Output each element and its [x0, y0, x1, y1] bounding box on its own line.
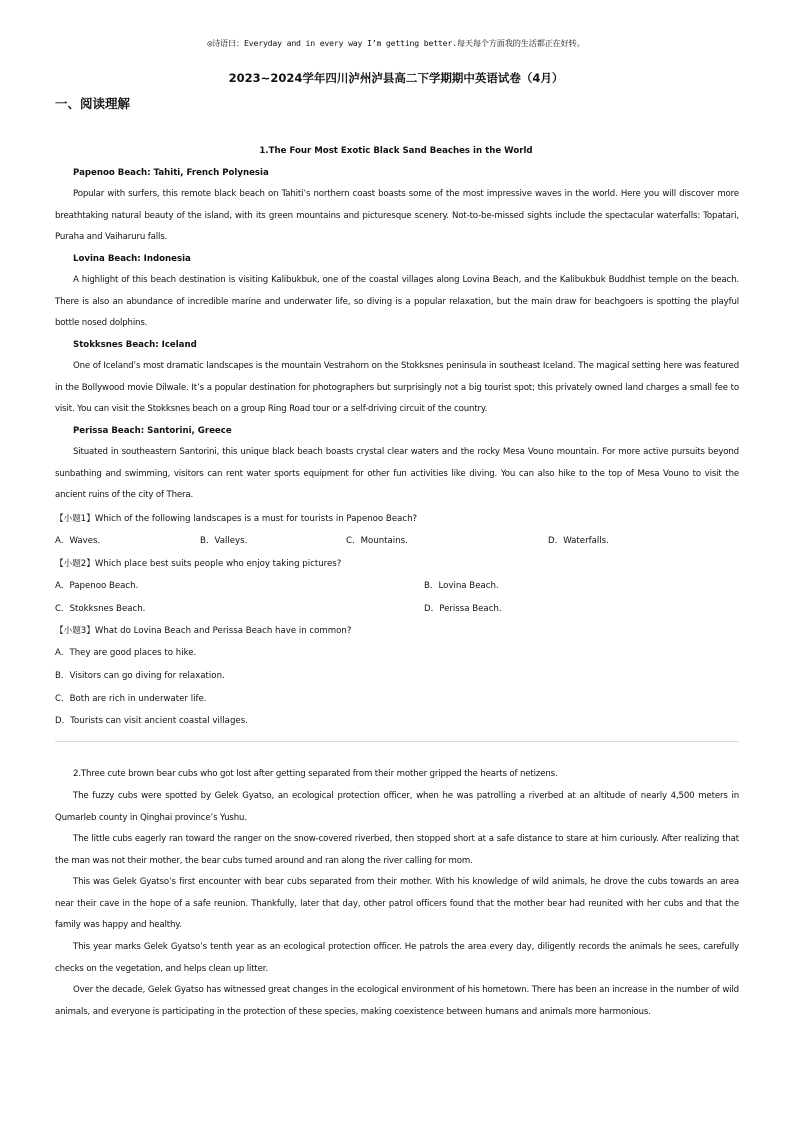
question-3-option-a[interactable]: A．They are good places to hike.: [55, 648, 197, 658]
beach1-heading: Papenoo Beach: Tahiti, French Polynesia: [73, 168, 269, 178]
passage1-title: 1.The Four Most Exotic Black Sand Beaches in the World: [259, 146, 533, 156]
question-2-option-b[interactable]: B．Lovina Beach.: [424, 581, 499, 591]
beach1-paragraph: Popular with surfers, this remote black beach on Tahiti’s northern coast boasts some of the most impressive waves in the world. Here you will discover more breathtaking natural beauty of the island, with its green mountains and picturesque scenery. Not-to-be-missed sights include the spectacular waterfalls: Topatari, Puraha and Vaiharuru falls.: [55, 189, 739, 242]
question-1-option-a[interactable]: A．Waves.: [55, 536, 101, 546]
question-2-option-a[interactable]: A．Papenoo Beach.: [55, 581, 139, 591]
question-2-option-d[interactable]: D．Perissa Beach.: [424, 604, 502, 614]
section-title: 一、阅读理解: [55, 96, 131, 111]
passage2-paragraph-6: Over the decade, Gelek Gyatso has witnessed great changes in the ecological environment of his hometown. There has been an increase in the number of wild animals, and everyone is participating in the protection of these species, making coexistence between humans and animals more harmonious.: [55, 985, 739, 1017]
exam-title: 2023~2024学年四川泸州泸县高二下学期期中英语试卷（4月）: [228, 71, 564, 85]
beach3-heading: Stokksnes Beach: Iceland: [73, 340, 197, 350]
beach2-heading: Lovina Beach: Indonesia: [73, 254, 191, 264]
question-1-option-d[interactable]: D．Waterfalls.: [548, 536, 609, 546]
question-1-stem: 【小题1】Which of the following landscapes is a must for tourists in Papenoo Beach?: [55, 514, 418, 524]
question-3-stem: 【小题3】What do Lovina Beach and Perissa Beach have in common?: [55, 626, 352, 636]
question-2-option-c[interactable]: C．Stokksnes Beach.: [55, 604, 146, 614]
question-3-option-c[interactable]: C．Both are rich in underwater life.: [55, 694, 207, 704]
passage2-paragraph-4: This was Gelek Gyatso’s first encounter with bear cubs separated from their mother. With his knowledge of wild animals, he drove the cubs towards an area near their cave in the hope of a safe reunion. Thankfully, later that day, other patrol officers found that the mother bear had reunited with her cubs and that the family was happy and healthy.: [55, 877, 739, 930]
section-divider: [55, 741, 739, 742]
passage2-paragraph-5: This year marks Gelek Gyatso’s tenth year as an ecological protection officer. He patrols the area every day, diligently records the animals he sees, carefully checks on the vegetation, and helps clean up litter.: [55, 942, 739, 974]
header-motto: ◎诗语曰：Everyday and in every way I’m getting better.每天每个方面我的生活都正在好转。: [207, 38, 585, 48]
question-3-option-b[interactable]: B．Visitors can go diving for relaxation.: [55, 671, 225, 681]
beach2-paragraph: A highlight of this beach destination is visiting Kalibukbuk, one of the coastal villages along Lovina Beach, and the Kalibukbuk Buddhist temple on the beach. There is also an abundance of incredible marine and underwater life, so diving is a popular relaxation, but the main draw for beachgoers is spotting the playful bottle nosed dolphins.: [55, 275, 739, 328]
question-2-stem: 【小题2】Which place best suits people who enjoy taking pictures?: [55, 559, 342, 569]
beach3-paragraph: One of Iceland’s most dramatic landscapes is the mountain Vestrahorn on the Stokksnes peninsula in southeast Iceland. The magical setting here was featured in the Bollywood movie Dilwale. It’s a popular destination for photographers but surprisingly not a big tourist spot; this privately owned land charges a small fee to visit. You can visit the Stokksnes beach on a group Ring Road tour or a self-driving circuit of the country.: [55, 361, 739, 414]
beach4-heading: Perissa Beach: Santorini, Greece: [73, 426, 232, 436]
question-1-option-b[interactable]: B．Valleys.: [200, 536, 248, 546]
passage2-paragraph-1: 2.Three cute brown bear cubs who got lost after getting separated from their mother gripped the hearts of netizens.: [73, 769, 558, 779]
beach4-paragraph: Situated in southeastern Santorini, this unique black beach boasts crystal clear waters and the rocky Mesa Vouno mountain. For more active pursuits beyond sunbathing and swimming, visitors can rent water sports equipment for other fun activities like diving. You can also hike to the top of Mesa Vouno to visit the ancient ruins of the city of Thera.: [55, 447, 739, 500]
passage2-paragraph-3: The little cubs eagerly ran toward the ranger on the snow-covered riverbed, then stopped short at a safe distance to stare at him curiously. After realizing that the man was not their mother, the bear cubs turned around and ran along the river calling for mom.: [55, 834, 739, 866]
question-1-option-c[interactable]: C．Mountains.: [346, 536, 408, 546]
question-3-option-d[interactable]: D．Tourists can visit ancient coastal villages.: [55, 716, 248, 726]
passage2-paragraph-2: The fuzzy cubs were spotted by Gelek Gyatso, an ecological protection officer, when he was patrolling a riverbed at an altitude of nearly 4,500 meters in Qumarleb county in Qinghai province’s Yushu.: [55, 791, 739, 823]
